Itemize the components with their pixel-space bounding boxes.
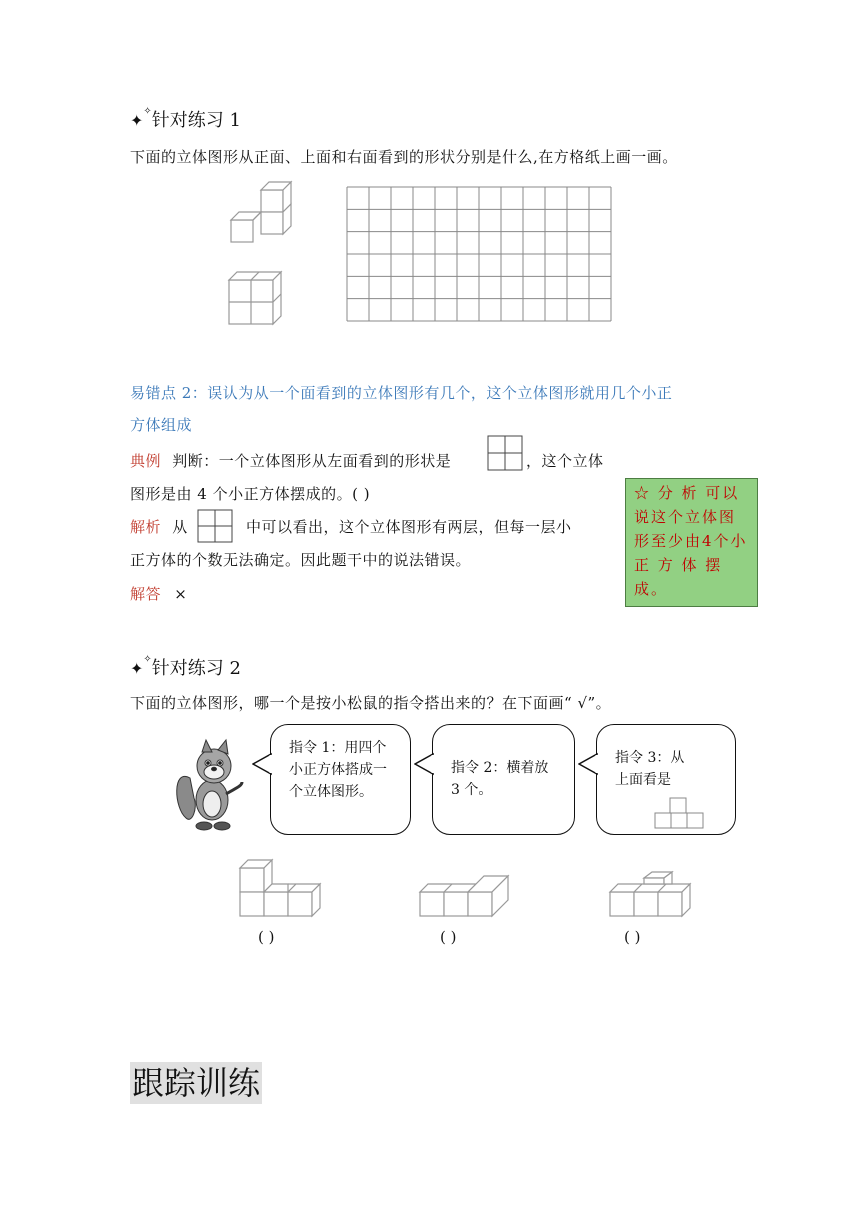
practice1-question: 下面的立体图形从正面、上面和右面看到的形状分别是什么,在方格纸上画一画。 <box>130 148 678 166</box>
analysis-line2: 正方体的个数无法确定。因此题干中的说法错误。 <box>130 551 472 569</box>
instruction-bubble-1: 指令 1：用四个小正方体搭成一个立体图形。 <box>270 724 411 835</box>
analysis-view-shape <box>196 508 234 544</box>
analysis-tag: 解析 <box>130 518 162 536</box>
option-b-figure <box>418 870 514 918</box>
mistake-title-line1: 易错点 2：误认为从一个面看到的立体图形有几个，这个立体图形就用几个小正 <box>130 384 673 402</box>
sparkle-icon: ✦ <box>130 111 144 130</box>
example-tag: 典例 <box>130 452 162 470</box>
option-c-answer[interactable]: ( ) <box>624 928 641 946</box>
practice2-question: 下面的立体图形，哪一个是按小松鼠的指令搭出来的？在下面画“ √”。 <box>130 694 612 712</box>
analysis-line1: 解析 从 <box>130 518 188 536</box>
bubble-3-tail <box>578 752 598 776</box>
practice1-heading: ✦✧针对练习 1 <box>130 106 241 131</box>
solid-figure-1 <box>225 178 295 248</box>
squirrel-icon <box>172 738 244 834</box>
instruction-bubble-3: 指令 3：从上面看是 <box>596 724 736 835</box>
example-line1-end: ，这个立体 <box>526 452 604 470</box>
option-c-figure <box>608 870 698 918</box>
answer-tag: 解答 <box>130 585 162 603</box>
sparkle-icon: ✦ <box>130 659 144 678</box>
mistake-title-line2: 方体组成 <box>130 416 193 434</box>
solid-figure-2 <box>225 268 289 328</box>
top-view-shape <box>654 796 704 830</box>
analysis-line1-end: 中可以看出，这个立体图形有两层，但每一层小 <box>246 518 572 536</box>
example-line1: 典例 判断：一个立体图形从左面看到的形状是 <box>130 452 452 470</box>
option-a-answer[interactable]: ( ) <box>258 928 275 946</box>
instruction-bubble-2: 指令 2：横着放 3 个。 <box>432 724 575 835</box>
answer-value: × <box>174 585 188 603</box>
option-b-answer[interactable]: ( ) <box>440 928 457 946</box>
bubble-2-tail <box>414 752 434 776</box>
option-a-figure <box>236 854 326 918</box>
bubble-1-tail <box>252 752 272 776</box>
grid-paper[interactable] <box>346 186 612 322</box>
analysis-note-box: ☆ 分 析 可以说这个立体图形至少由4个小 正 方 体 摆成。 <box>625 478 758 607</box>
left-view-shape <box>486 434 524 472</box>
tracking-training-title: 跟踪训练 <box>132 1064 261 1102</box>
practice2-heading: ✦✧针对练习 2 <box>130 654 241 679</box>
answer-line <box>130 583 187 604</box>
example-line2: 图形是由 4 个小正方体摆成的。( ) <box>130 485 371 503</box>
